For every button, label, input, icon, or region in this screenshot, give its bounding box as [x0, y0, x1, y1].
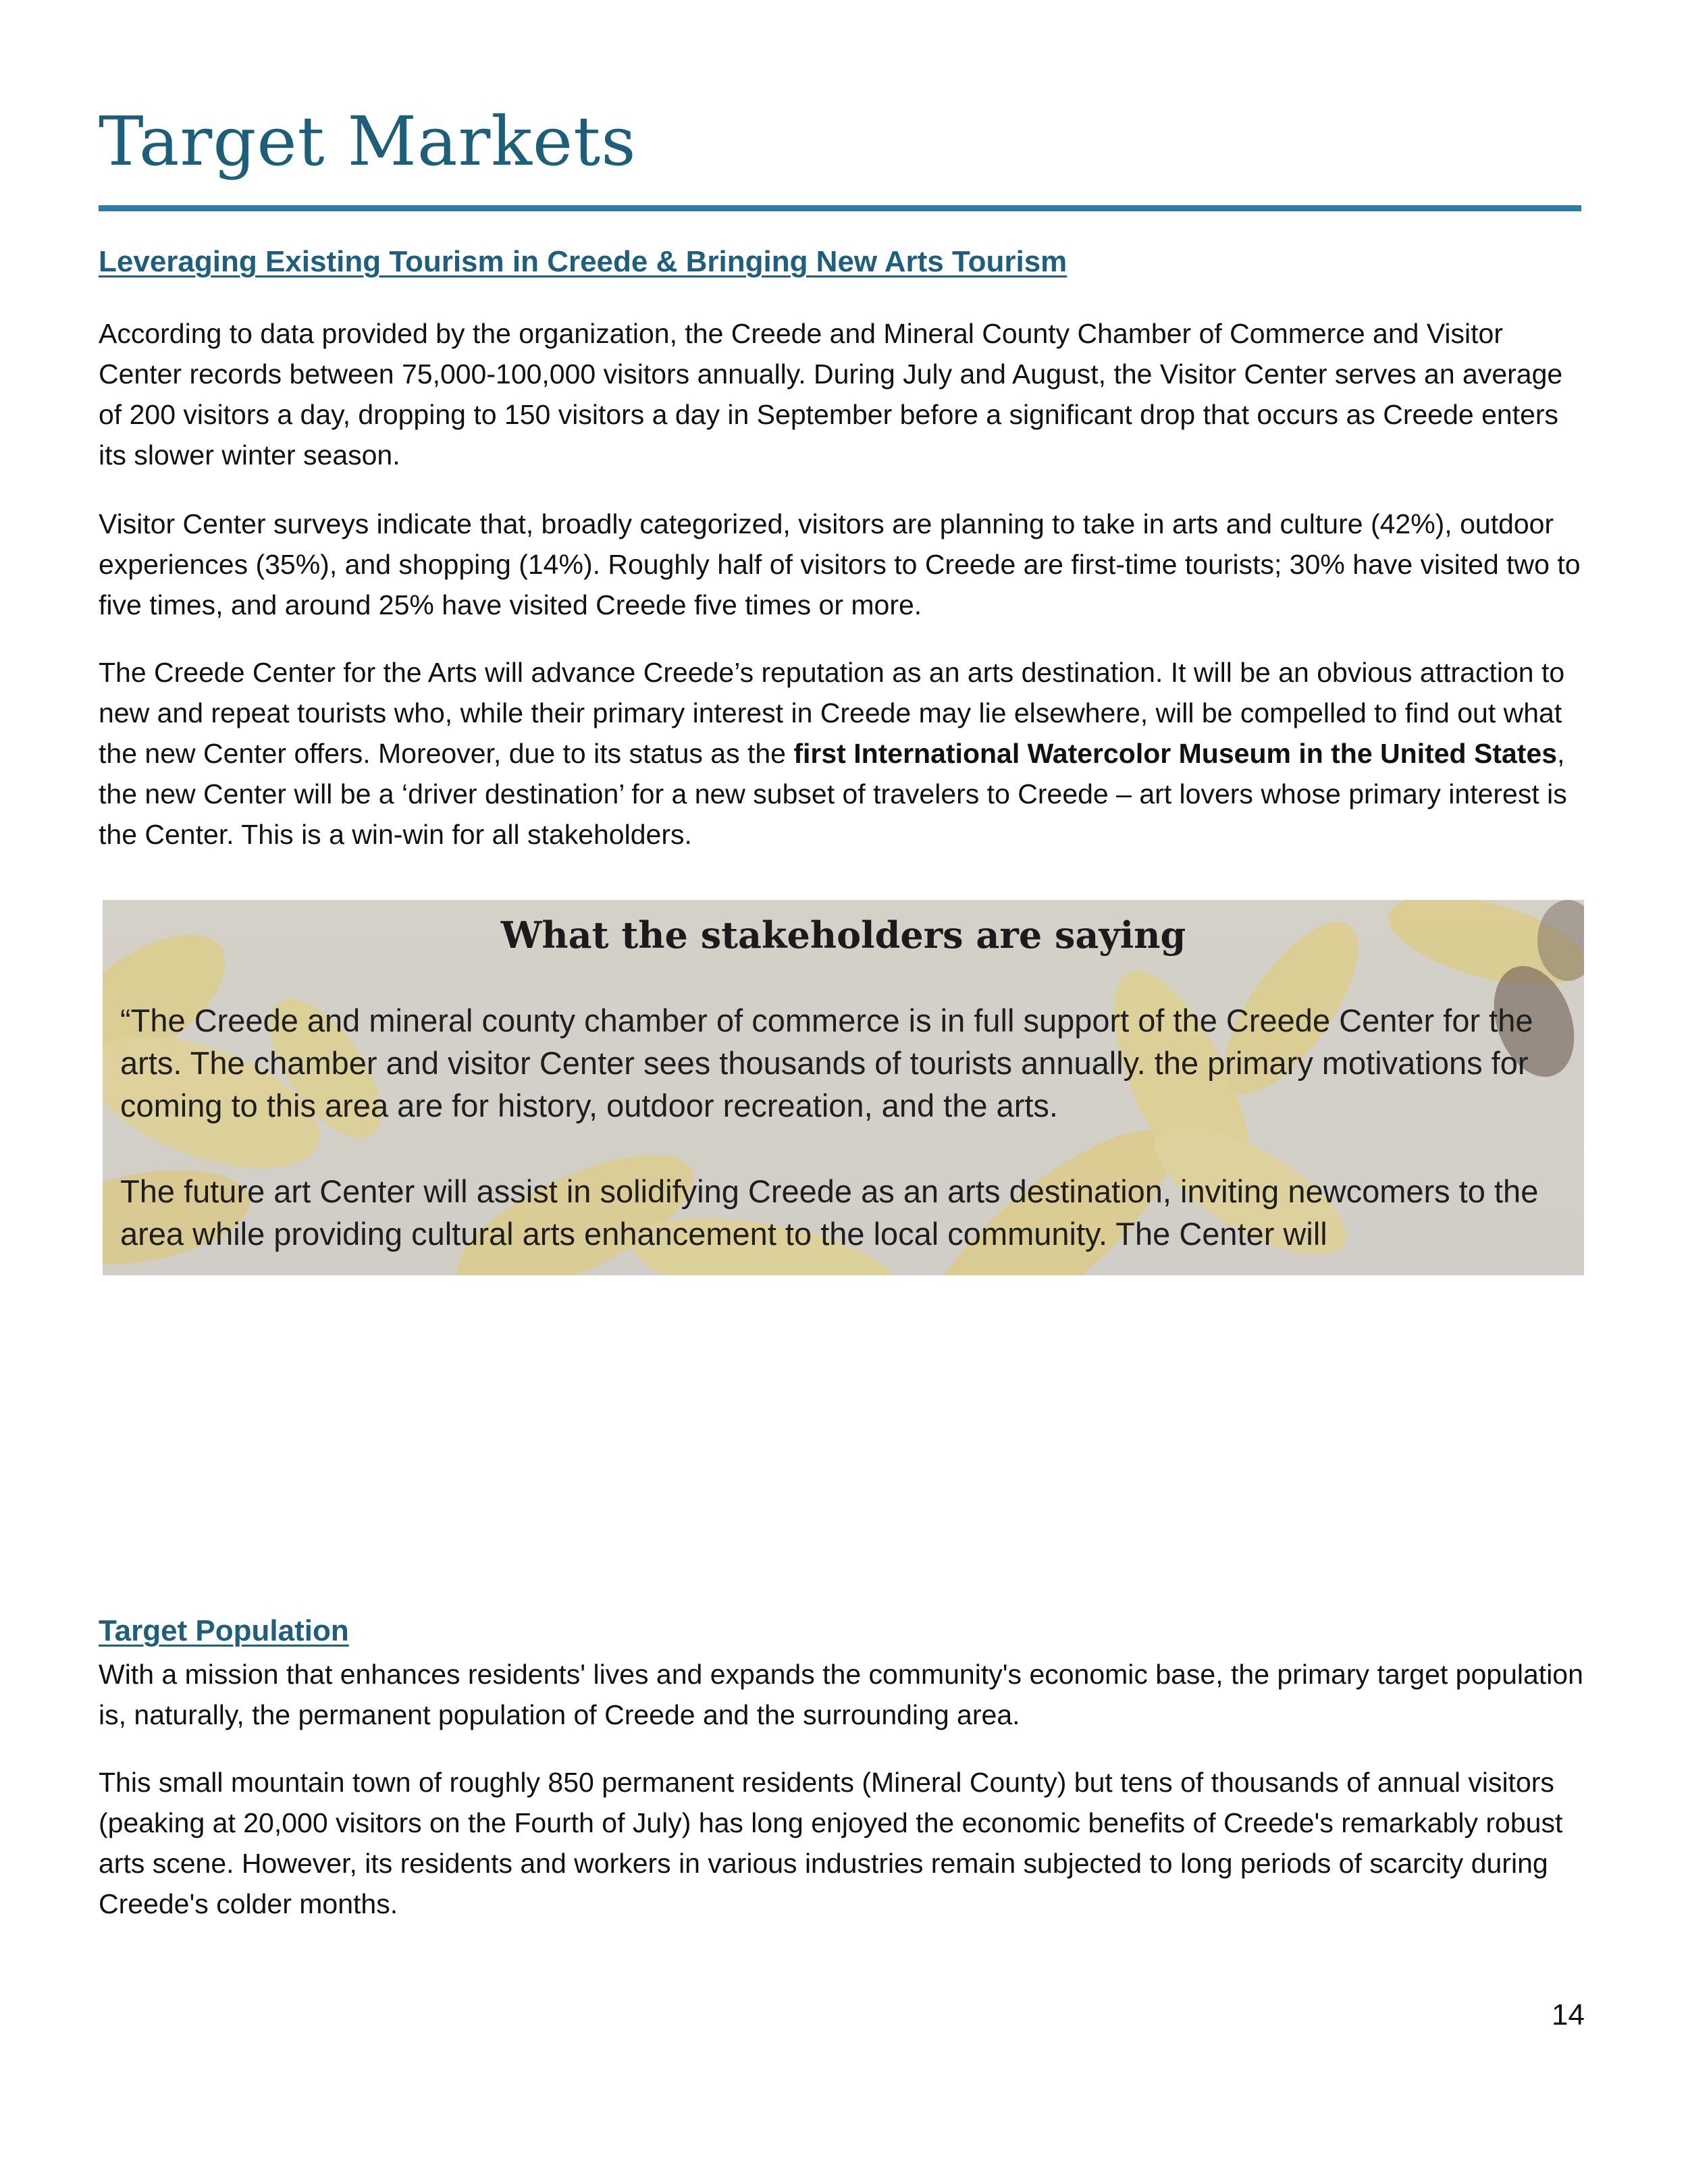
paragraph-mission: With a mission that enhances residents' lives and expands the community's economic base, the primary target population is, naturally, the permanent population of Creede and the surrounding area. — [99, 1659, 1583, 1730]
title-divider — [99, 205, 1581, 211]
paragraph-visitor-data: According to data provided by the organization, the Creede and Mineral County Chamber of Commerce and Visitor Center records between 75,000-100,000 visitors annually. During July and August, the Visitor Center serves an average of 200 visitors a day, dropping to 150 visitors a day in September before a significant drop that occurs as Creede enters its slower winter season. — [99, 318, 1563, 471]
paragraph-arts-center-text-1: The Creede Center for the Arts will advance Creede’s reputation as an arts destination. It will be an obvious attraction to new and repeat tourists who, while their primary interest in Creede may lie elsewhere, will be compelled to find out what the new Center offers. Moreover, due to its status as the — [99, 657, 1565, 769]
paragraph-arts-center-text-2: , the new Center will be a ‘driver destination’ for a new subset of travelers to Creede – art lovers whose primary interest is the Center. This is a win-win for all stakeholders. — [99, 738, 1567, 850]
quote-paragraph-2: The future art Center will assist in solidifying Creede as an arts destination, inviting newcomers to the area while providing cultural arts enhancement to the local community. The Center will — [120, 1173, 1539, 1252]
stakeholder-quote-image — [103, 900, 1584, 1275]
page-number: 14 — [1552, 1998, 1585, 2031]
page-title: Target Markets — [99, 102, 637, 181]
paragraph-visitor-surveys: Visitor Center surveys indicate that, broadly categorized, visitors are planning to take in arts and culture (42%), outdoor experiences (35%), and shopping (14%). Roughly half of visitors to Creede are first-time tourists; 30% have visited two to five times, and around 25% have visited Creede five times or more. — [99, 508, 1581, 620]
paragraph-arts-center — [99, 652, 1584, 855]
section-heading-population: Target Population — [99, 1614, 349, 1647]
section-heading-tourism: Leveraging Existing Tourism in Creede & Bringing New Arts Tourism — [99, 245, 1067, 278]
quote-paragraph-1: “The Creede and mineral county chamber of commerce is in full support of the Creede Center for the arts. The chamber and visitor Center sees thousands of tourists annually. the primary motivations for coming to this area are for history, outdoor recreation, and the arts. — [120, 1003, 1533, 1123]
paragraph-mountain-town: This small mountain town of roughly 850 permanent residents (Mineral County) but tens of thousands of annual visitors (peaking at 20,000 visitors on the Fourth of July) has long enjoyed the economic benefits of Creede's remarkably robust arts scene. However, its residents and workers in various industries remain subjected to long periods of scarcity during Creede's colder months. — [99, 1767, 1563, 1919]
paragraph-arts-center-bold: first International Watercolor Museum in the United States — [793, 738, 1558, 769]
quote-heading: What the stakeholders are saying — [500, 913, 1186, 957]
